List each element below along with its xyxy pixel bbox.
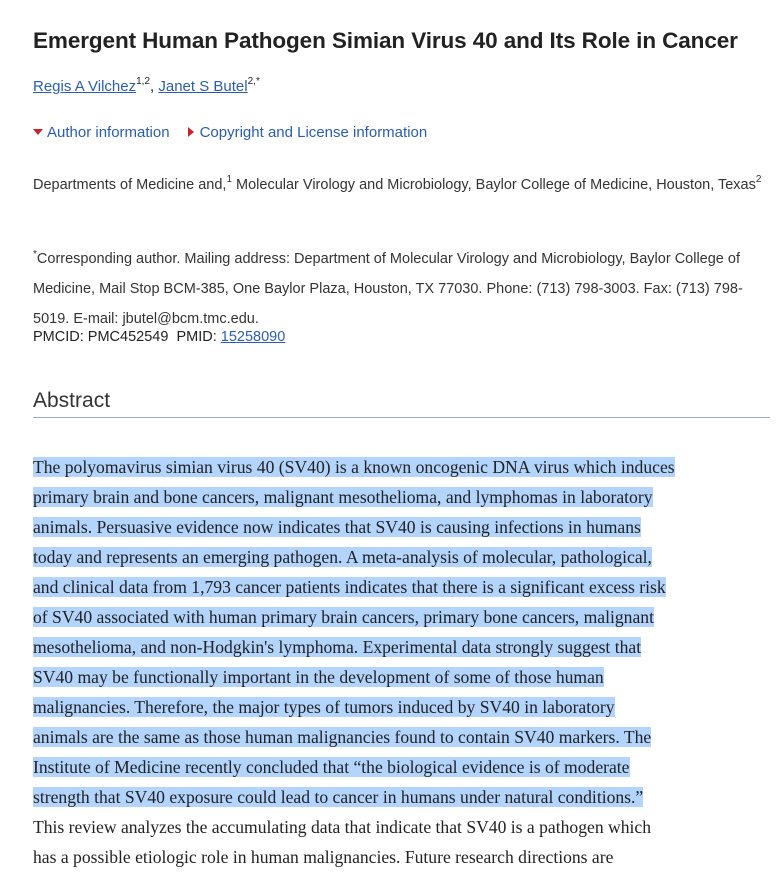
author-affiliation-sup: 1,2 <box>136 76 151 87</box>
caret-down-icon <box>33 129 43 135</box>
affiliation-part1: Departments of Medicine and, <box>33 176 227 193</box>
selected-text: Institute of Medicine recently concluded that “the biological evidence is of moderate <box>33 757 630 777</box>
article-title: Emergent Human Pathogen Simian Virus 40 and Its Role in Cancer <box>33 28 738 53</box>
abstract-line <box>33 692 778 722</box>
corresponding-mark: * <box>33 249 37 260</box>
abstract-line <box>33 512 778 542</box>
affiliation-sup-2: 2 <box>755 174 762 185</box>
author-link-vilchez[interactable]: Regis A Vilchez <box>33 78 137 95</box>
abstract-line <box>33 572 778 602</box>
caret-right-icon <box>188 127 194 137</box>
abstract-line <box>33 662 778 692</box>
copyright-toggle[interactable] <box>170 124 428 141</box>
abstract-line <box>33 842 778 872</box>
selected-text: malignancies. Therefore, the major types of tumors induced by SV40 in laboratory <box>33 697 615 717</box>
abstract-line <box>33 812 778 842</box>
affiliation-part2: Molecular Virology and Microbiology, Baylor College of Medicine, Houston, Texas <box>232 176 756 193</box>
selected-text: today and represents an emerging pathogen. A meta-analysis of molecular, pathological, <box>33 547 652 567</box>
abstract-text <box>33 452 778 872</box>
author-separator: , <box>150 78 159 95</box>
selected-text: animals. Persuasive evidence now indicates that SV40 is causing infections in humans <box>33 517 641 537</box>
abstract-heading: Abstract <box>33 389 770 418</box>
pmcid: PMCID: PMC452549 <box>33 329 169 345</box>
affiliations <box>33 166 773 200</box>
selected-text: mesothelioma, and non-Hodgkin's lymphoma. Experimental data strongly suggest that <box>33 637 642 657</box>
abstract-line <box>33 752 778 782</box>
copyright-label: Copyright and License information <box>199 124 428 141</box>
selected-text: SV40 may be functionally important in the development of some of those human <box>33 667 604 687</box>
abstract-line <box>33 602 778 632</box>
author-list <box>33 78 260 95</box>
affiliation-sup-1: 1 <box>226 174 232 185</box>
selected-text: primary brain and bone cancers, malignant mesothelioma, and lymphomas in laboratory <box>33 487 653 507</box>
author-link-butel[interactable]: Janet S Butel <box>158 78 248 95</box>
article-info-toggles <box>33 124 427 141</box>
selected-text: and clinical data from 1,793 cancer patients indicates that there is a significant excess risk <box>33 577 666 597</box>
abstract-line <box>33 632 778 662</box>
selected-text: The polyomavirus simian virus 40 (SV40) is a known oncogenic DNA virus which induces <box>33 457 675 477</box>
selected-text: of SV40 associated with human primary brain cancers, primary bone cancers, malignant <box>33 607 654 627</box>
pmid-link[interactable]: 15258090 <box>220 329 286 345</box>
corresponding-author-note <box>33 240 778 334</box>
author-affiliation-sup: 2,* <box>247 76 260 87</box>
selected-text: strength that SV40 exposure could lead to cancer in humans under natural conditions.” <box>33 787 644 807</box>
author-info-label: Author information <box>47 124 170 141</box>
abstract-line <box>33 722 778 752</box>
abstract-line <box>33 542 778 572</box>
abstract-line-text: This review analyzes the accumulating data that indicate that SV40 is a pathogen which <box>33 817 652 837</box>
pmid-label: PMID: <box>176 329 217 345</box>
abstract-line <box>33 782 778 812</box>
abstract-line <box>33 452 778 482</box>
abstract-line-text: has a possible etiologic role in human malignancies. Future research directions are <box>33 847 614 867</box>
author-info-toggle[interactable] <box>33 124 170 141</box>
corresponding-text: Corresponding author. Mailing address: Department of Molecular Virology and Microbiology, Baylor College of Medicine, Mail Stop BCM-385, One Baylor Plaza, Houston, TX 77030. Phone: (713) 798-3003. Fax: (713) 798-5019. E-mail: jbutel@bcm.tmc.edu. <box>33 250 743 327</box>
selected-text: animals are the same as those human malignancies found to contain SV40 markers. The <box>33 727 652 747</box>
article-ids <box>33 329 285 345</box>
abstract-line <box>33 482 778 512</box>
